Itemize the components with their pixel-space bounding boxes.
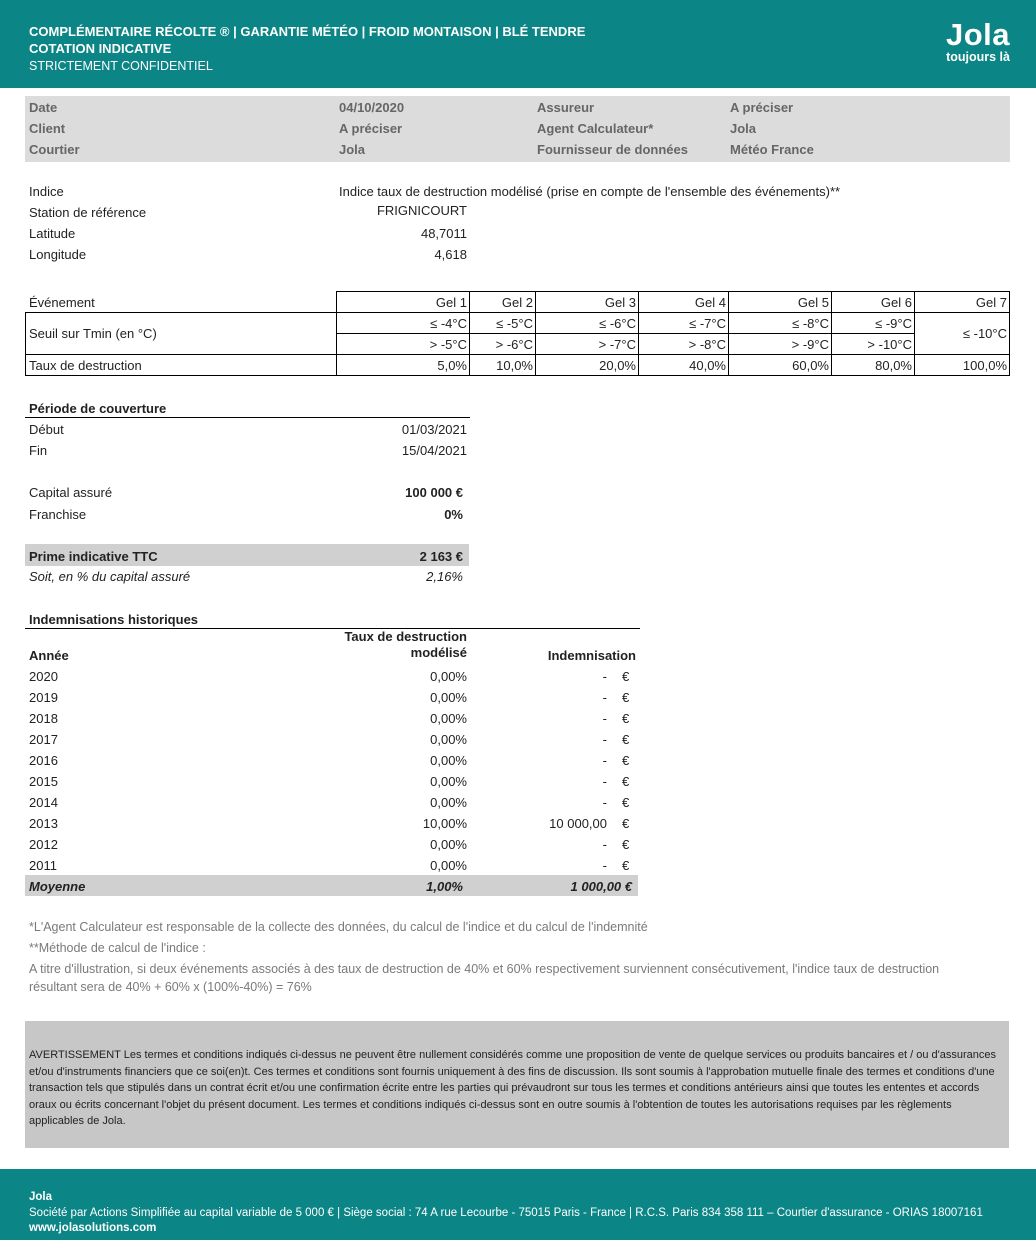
prime-value: 2 163 €	[419, 549, 463, 564]
events-table	[25, 291, 1010, 376]
fournisseur-label: Fournisseur de données	[537, 142, 688, 157]
evenement-label: Événement	[29, 295, 95, 310]
history-rate: 0,00%	[430, 732, 467, 747]
debut-label: Début	[29, 422, 64, 437]
event-name-gel-6: Gel 6	[880, 295, 912, 310]
history-year: 2017	[29, 732, 58, 747]
footer-website[interactable]: www.jolasolutions.com	[29, 1222, 157, 1234]
history-amount: -	[602, 795, 607, 810]
col-rate-header-line1: Taux de destruction	[344, 629, 467, 644]
history-currency: €	[622, 690, 630, 705]
fournisseur-value: Météo France	[730, 142, 814, 157]
threshold-lower-gel-3: > -7°C	[598, 337, 636, 352]
history-currency: €	[622, 816, 630, 831]
soit-value: 2,16%	[426, 569, 463, 584]
history-rate: 0,00%	[430, 837, 467, 852]
history-amount: -	[602, 753, 607, 768]
date-label: Date	[29, 100, 58, 115]
history-year: 2020	[29, 669, 58, 684]
assureur-label: Assureur	[537, 100, 595, 115]
event-name-gel-5: Gel 5	[797, 295, 829, 310]
history-amount: -	[602, 711, 607, 726]
history-year: 2011	[29, 858, 57, 873]
courtier-label: Courtier	[29, 142, 80, 157]
footer-company: Jola	[29, 1191, 53, 1203]
threshold-lower-gel-2: > -6°C	[495, 337, 533, 352]
avg-rate: 1,00%	[426, 879, 463, 894]
threshold-upper-gel-3: ≤ -6°C	[599, 316, 636, 331]
confidentiality-notice: STRICTEMENT CONFIDENTIEL	[29, 59, 213, 73]
header-title: COMPLÉMENTAIRE RÉCOLTE ® | GARANTIE MÉTÉO | FROID MONTAISON | BLÉ TENDRE	[29, 24, 586, 39]
capital-value: 100 000 €	[405, 485, 463, 500]
fin-value: 15/04/2021	[401, 443, 467, 458]
station-label: Station de référence	[29, 205, 147, 220]
history-year: 2016	[29, 753, 58, 768]
history-currency: €	[622, 669, 630, 684]
disclaimer-text: AVERTISSEMENT Les termes et conditions indiqués ci-dessus ne peuvent être nullement considérés comme une proposition de vente de quelque services ou produits bancaires et / ou d'assurances et/ou d'instruments financiers que ce soi(en)t. Ces termes et conditions sont fournis uniquement à des fins de discussion. Ils sont soumis à l'approbation mutuelle finale des termes et conditions d'une transaction tels que stipulés dans un contrat écrit et/ou une confirmation écrite entre les parties qui prévaudront sur tous les termes et conditions antérieurs ainsi que toutes les ententes et accords oraux ou écrits concernant l'objet du présent document. Les termes et conditions indiqués ci-dessus sont en outre soumis à l'obtention de toutes les autorisations requises par les règlements applicables de Jola.	[29, 1049, 996, 1127]
client-value: A préciser	[339, 121, 403, 136]
history-amount: -	[602, 732, 607, 747]
history-year: 2019	[29, 690, 58, 705]
note-method-line1: A titre d'illustration, si deux événements associés à des taux de destruction de 40% et 60% respectivement surviennent consécutivement, l'indice taux de destruction	[29, 962, 940, 976]
rate-gel-2: 10,0%	[496, 358, 533, 373]
history-amount: 10 000,00	[549, 816, 607, 831]
agent-value: Jola	[730, 121, 757, 136]
history-amount: -	[602, 837, 607, 852]
history-rate: 0,00%	[430, 669, 467, 684]
coverage-divider	[25, 417, 470, 418]
footer-legal: Société par Actions Simplifiée au capital variable de 5 000 € | Siège social : 74 A rue Lecourbe - 75015 Paris - France | R.C.S. Paris 834 358 111 – Courtier d'assurance - ORIAS 18007161	[29, 1207, 983, 1219]
note-method-line2: résultant sera de 40% + 60% x (100%-40%) = 76%	[29, 980, 312, 994]
history-amount: -	[602, 690, 607, 705]
history-year: 2014	[29, 795, 58, 810]
jola-logo	[946, 18, 1010, 64]
agent-label: Agent Calculateur*	[537, 121, 654, 136]
franchise-value: 0%	[444, 507, 463, 522]
history-rate: 0,00%	[430, 774, 467, 789]
indice-label: Indice	[29, 184, 64, 199]
history-amount: -	[602, 858, 607, 873]
capital-label: Capital assuré	[29, 485, 113, 500]
history-rate: 0,00%	[430, 690, 467, 705]
history-amount: -	[602, 774, 607, 789]
logo-name: Jola	[945, 17, 1010, 52]
event-name-gel-3: Gel 3	[604, 295, 636, 310]
threshold-upper-gel-2: ≤ -5°C	[496, 316, 533, 331]
note-method-title: **Méthode de calcul de l'indice :	[29, 941, 206, 955]
client-label: Client	[29, 121, 66, 136]
threshold-lower-gel-4: > -8°C	[688, 337, 726, 352]
logo-tagline: toujours là	[946, 50, 1010, 64]
latitude-label: Latitude	[29, 226, 76, 241]
threshold-gel-7: ≤ -10°C	[962, 326, 1007, 341]
rate-gel-4: 40,0%	[689, 358, 726, 373]
history-year: 2012	[29, 837, 58, 852]
longitude-label: Longitude	[29, 247, 87, 262]
history-currency: €	[622, 732, 630, 747]
info-band	[25, 96, 1010, 162]
franchise-label: Franchise	[29, 507, 87, 522]
event-name-gel-7: Gel 7	[975, 295, 1007, 310]
event-name-gel-4: Gel 4	[694, 295, 726, 310]
rate-gel-3: 20,0%	[599, 358, 636, 373]
history-currency: €	[622, 753, 630, 768]
history-amount: -	[602, 669, 607, 684]
history-currency: €	[622, 774, 630, 789]
longitude-value: 4,618	[434, 247, 467, 262]
taux-label: Taux de destruction	[29, 358, 142, 373]
assureur-value: A préciser	[730, 100, 794, 115]
rate-gel-5: 60,0%	[792, 358, 829, 373]
history-currency: €	[622, 858, 630, 873]
history-rate: 10,00%	[422, 816, 467, 831]
history-currency: €	[622, 795, 630, 810]
threshold-lower-gel-1: > -5°C	[429, 337, 467, 352]
rate-gel-6: 80,0%	[875, 358, 912, 373]
history-year: 2015	[29, 774, 58, 789]
history-rate: 0,00%	[430, 795, 467, 810]
threshold-upper-gel-5: ≤ -8°C	[792, 316, 829, 331]
avg-label: Moyenne	[29, 879, 86, 894]
col-year-header: Année	[29, 648, 69, 663]
date-value: 04/10/2020	[339, 100, 405, 115]
col-indemn-header: Indemnisation	[547, 648, 636, 663]
station-value: FRIGNICOURT	[376, 203, 467, 218]
seuil-label: Seuil sur Tmin (en °C)	[29, 326, 157, 341]
history-rate: 0,00%	[430, 753, 467, 768]
fin-label: Fin	[29, 443, 48, 458]
col-rate-header-line2: modélisé	[410, 645, 467, 660]
page-footer	[0, 1169, 1036, 1240]
rate-gel-7: 100,0%	[962, 358, 1007, 373]
page-header	[0, 0, 1036, 88]
soit-label: Soit, en % du capital assuré	[29, 569, 191, 584]
avg-amount: 1 000,00 €	[570, 879, 632, 894]
event-name-gel-2: Gel 2	[501, 295, 533, 310]
history-year: 2018	[29, 711, 58, 726]
threshold-upper-gel-1: ≤ -4°C	[430, 316, 467, 331]
threshold-upper-gel-6: ≤ -9°C	[875, 316, 912, 331]
threshold-upper-gel-4: ≤ -7°C	[689, 316, 726, 331]
history-year: 2013	[29, 816, 58, 831]
coverage-title: Période de couverture	[29, 401, 167, 416]
indice-value: Indice taux de destruction modélisé (prise en compte de l'ensemble des événements)**	[339, 184, 841, 199]
event-name-gel-1: Gel 1	[435, 295, 467, 310]
history-currency: €	[622, 711, 630, 726]
threshold-lower-gel-6: > -10°C	[867, 337, 912, 352]
history-currency: €	[622, 837, 630, 852]
history-title: Indemnisations historiques	[29, 612, 199, 627]
threshold-lower-gel-5: > -9°C	[791, 337, 829, 352]
debut-value: 01/03/2021	[401, 422, 467, 437]
latitude-value: 48,7011	[420, 226, 467, 241]
header-subtitle: COTATION INDICATIVE	[29, 41, 172, 56]
history-rate: 0,00%	[430, 711, 467, 726]
prime-label: Prime indicative TTC	[29, 549, 158, 564]
note-agent: *L'Agent Calculateur est responsable de la collecte des données, du calcul de l'indice et du calcul de l'indemnité	[29, 920, 648, 934]
history-rate: 0,00%	[430, 858, 467, 873]
courtier-value: Jola	[339, 142, 366, 157]
rate-gel-1: 5,0%	[437, 358, 467, 373]
